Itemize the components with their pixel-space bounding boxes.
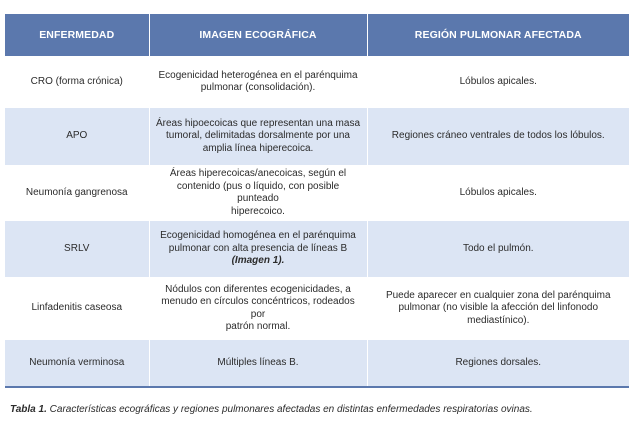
header-imagen-ecografica: IMAGEN ECOGRÁFICA xyxy=(149,14,367,57)
caption-label: Tabla 1. xyxy=(10,404,47,415)
cell-disease: Linfadenitis caseosa xyxy=(5,278,149,340)
cell-line: pulmonar (no visible la afección del linfonodo xyxy=(398,302,599,314)
cell-disease: SRLV xyxy=(5,221,149,278)
table-row xyxy=(5,340,629,387)
cell-region xyxy=(367,278,629,340)
cell-disease: CRO (forma crónica) xyxy=(5,57,149,108)
header-region-pulmonar: REGIÓN PULMONAR AFECTADA xyxy=(367,14,629,57)
cell-line: Regiones dorsales. xyxy=(455,356,542,368)
cell-line: Puede aparecer en cualquier zona del parénquima xyxy=(385,289,611,301)
cell-image xyxy=(149,340,367,387)
cell-region xyxy=(367,57,629,108)
cell-image xyxy=(149,57,367,108)
disease-table xyxy=(5,14,629,386)
table-row xyxy=(5,57,629,108)
cell-line: mediastínico). xyxy=(467,314,530,326)
cell-line: menudo en círculos concéntricos, rodeados por xyxy=(161,296,355,320)
cell-line: Lóbulos apicales. xyxy=(459,75,537,87)
cell-disease: APO xyxy=(5,108,149,166)
table-bottom-rule xyxy=(5,386,629,388)
table-header-row xyxy=(5,14,629,57)
cell-line: Múltiples líneas B. xyxy=(217,356,299,368)
cell-line: Áreas hipoecoicas que representan una masa xyxy=(155,117,361,129)
cell-line: Ecogenicidad homogénea en el parénquima xyxy=(160,230,356,242)
cell-line: contenido (pus o líquido, con posible punteado xyxy=(176,180,340,204)
table-row xyxy=(5,108,629,166)
table-row xyxy=(5,221,629,278)
cell-line: tumoral, delimitadas dorsalmente por una xyxy=(166,130,350,142)
cell-line: patrón normal. xyxy=(225,321,291,332)
cell-disease: Neumonía verminosa xyxy=(5,340,149,387)
cell-region xyxy=(367,166,629,221)
cell-image xyxy=(149,166,367,221)
caption-text: Características ecográficas y regiones pulmonares afectadas en distintas enfermedades respiratorias ovinas. xyxy=(49,404,533,415)
cell-line: Nódulos con diferentes ecogenicidades, a xyxy=(165,283,351,295)
header-enfermedad: ENFERMEDAD xyxy=(5,14,149,57)
image-reference: (Imagen 1). xyxy=(231,255,285,267)
table-container xyxy=(5,14,629,388)
cell-region xyxy=(367,108,629,166)
cell-line: Áreas hiperecoicas/anecoicas, según el xyxy=(169,168,347,179)
cell-disease: Neumonía gangrenosa xyxy=(5,166,149,221)
cell-line: Todo el pulmón. xyxy=(462,242,534,254)
cell-line: pulmonar (consolidación). xyxy=(200,82,316,93)
cell-image xyxy=(149,278,367,340)
table-row xyxy=(5,166,629,221)
cell-line: pulmonar con alta presencia de líneas B xyxy=(168,242,348,254)
cell-line: Lóbulos apicales. xyxy=(459,186,537,198)
cell-line: hiperecoico. xyxy=(231,205,285,217)
cell-region xyxy=(367,340,629,387)
cell-line: Regiones cráneo ventrales de todos los lóbulos. xyxy=(391,130,605,142)
cell-image xyxy=(149,221,367,278)
table-caption xyxy=(10,404,533,415)
cell-line: amplia línea hiperecoica. xyxy=(202,142,314,154)
table-row xyxy=(5,278,629,340)
cell-region xyxy=(367,221,629,278)
cell-line: Ecogenicidad heterogénea en el parénquima xyxy=(158,69,358,81)
cell-image xyxy=(149,108,367,166)
